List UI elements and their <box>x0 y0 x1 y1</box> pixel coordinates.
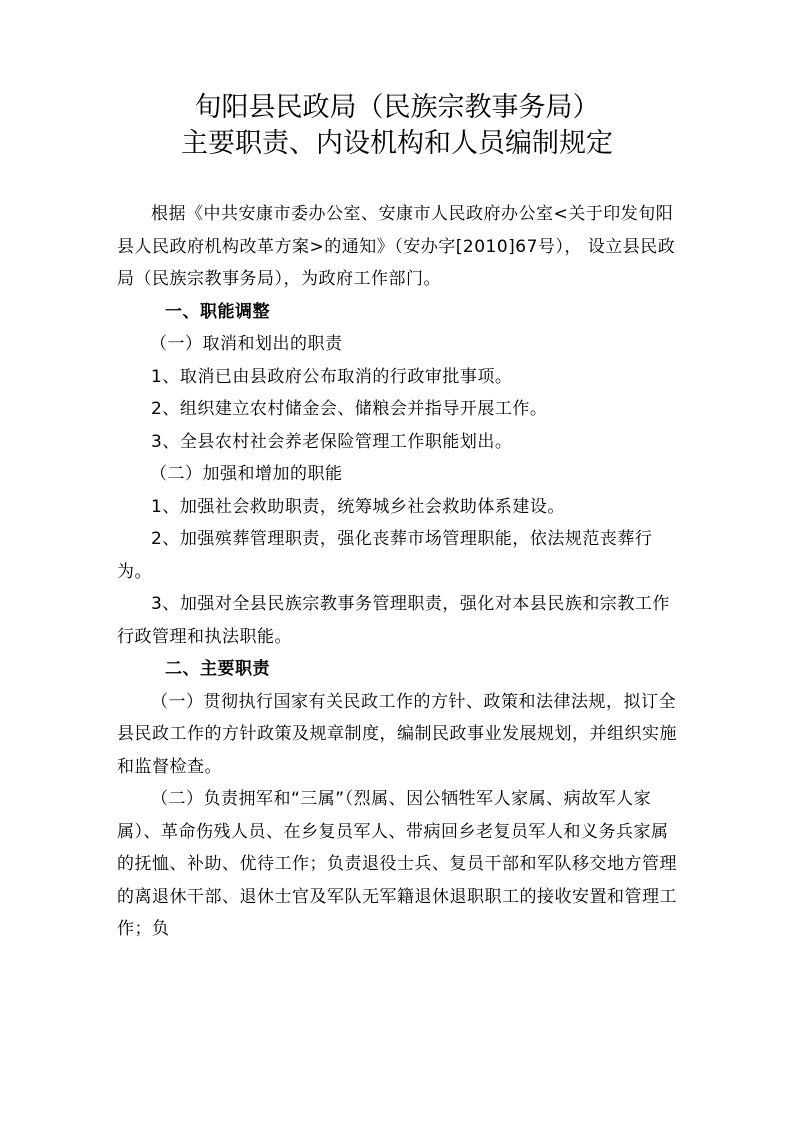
list-item: 1、取消已由县政府公布取消的行政审批事项。 <box>151 366 513 387</box>
duty-paragraph: （二）负责拥军和“三属”（烈属、因公牺牲军人家属、病故军人家属）、革命伤残人员、在乡复员军人、带病回乡老复员军人和义务兵家属的抚恤、补助、优待工作；负责退役士兵、复员干部和军队移交地方管理的离退休干部、退休士官及军队无军籍退休退职职工的接收安置和管理工作；负 <box>117 789 677 939</box>
list-item: 2、加强殡葬管理职责，强化丧葬市场管理职能，依法规范丧葬行为。 <box>117 529 653 582</box>
document-body <box>117 198 677 946</box>
section-heading-main-duties: 二、主要职责 <box>165 659 270 679</box>
duty-paragraph: （一）贯彻执行国家有关民政工作的方针、政策和法律法规，拟订全县民政工作的方针政策及规章制度，编制民政事业发展规划，并组织实施和监督检查。 <box>117 691 677 777</box>
list-item: 3、全县农村社会养老保险管理工作职能划出。 <box>151 431 513 452</box>
document-title <box>0 90 794 162</box>
title-line-1: 旬阳县民政局（民族宗教事务局） <box>194 92 600 123</box>
subsection-heading-cancelled: （一）取消和划出的职责 <box>150 334 343 354</box>
title-line-2: 主要职责、内设机构和人员编制规定 <box>181 128 613 159</box>
list-item: 2、组织建立农村储金会、储粮会并指导开展工作。 <box>151 399 548 419</box>
list-item: 3、加强对全县民族宗教事务管理职责，强化对本县民族和宗教工作行政管理和执法职能。 <box>117 594 670 647</box>
section-heading-functions-adjustment: 一、职能调整 <box>165 301 270 322</box>
subsection-heading-strengthened: （二）加强和增加的职能 <box>150 464 343 484</box>
list-item: 1、加强社会救助职责，统筹城乡社会救助体系建设。 <box>151 496 565 517</box>
intro-paragraph: 根据《中共安康市委办公室、安康市人民政府办公室<关于印发旬阳县人民政府机构改革方案>的通知》（安办字[2010]67号）， 设立县民政局（民族宗教事务局），为政府工作部门。 <box>117 204 676 289</box>
